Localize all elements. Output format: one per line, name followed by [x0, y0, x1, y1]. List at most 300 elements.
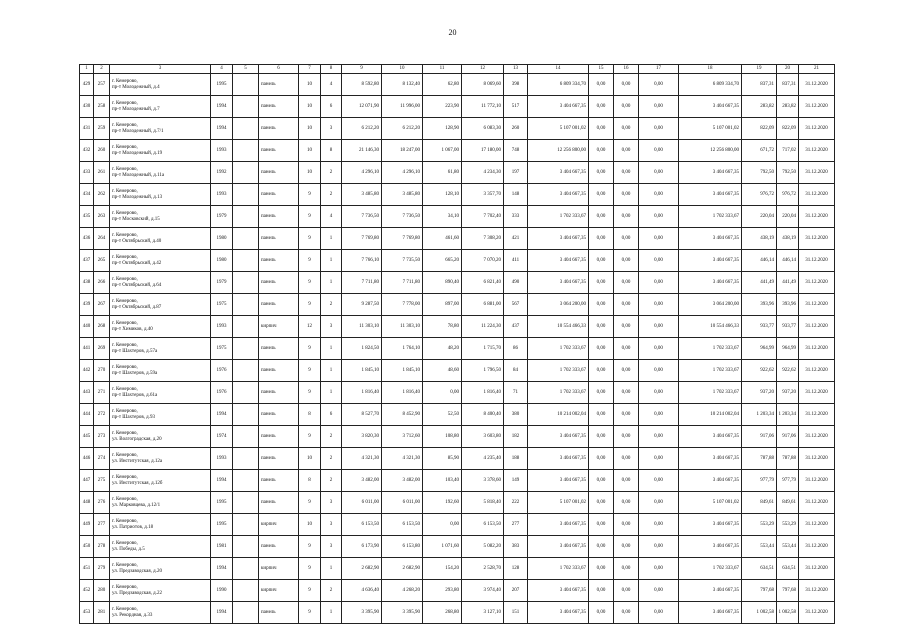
cell-c1: 453	[80, 602, 94, 624]
address-street: пр-т Московский, д.15	[112, 216, 160, 222]
cell-c11: 0,00	[423, 514, 462, 536]
column-number: 11	[423, 65, 462, 74]
cell-c17: 0,00	[639, 360, 679, 382]
cell-c1: 438	[80, 272, 94, 294]
cell-c4: 1994	[211, 602, 233, 624]
cell-c7: 9	[299, 184, 321, 206]
cell-c6: кирпич	[259, 316, 299, 338]
cell-c15: 0,00	[589, 558, 614, 580]
cell-c15: 0,00	[589, 382, 614, 404]
address-city: г. Кемерово,	[112, 342, 138, 348]
cell-c16: 0,00	[614, 382, 639, 404]
address-street: пр-т Октябрьский, д.64	[112, 282, 162, 288]
cell-c9: 6 212,20	[342, 118, 382, 140]
cell-c5	[233, 228, 259, 250]
cell-c4: 1993	[211, 140, 233, 162]
column-number: 19	[742, 65, 777, 74]
address-city: г. Кемерово,	[112, 298, 138, 304]
cell-c6: панель	[259, 404, 299, 426]
cell-c6: кирпич	[259, 514, 299, 536]
cell-c5	[233, 514, 259, 536]
address-street: пр-т Октябрьский, д.42	[112, 260, 162, 266]
cell-c6: панель	[259, 338, 299, 360]
cell-c9: 3 485,80	[342, 184, 382, 206]
cell-c12: 3 974,40	[462, 580, 504, 602]
cell-c20: 1 203,34	[777, 404, 799, 426]
cell-c4: 1994	[211, 118, 233, 140]
cell-c7: 9	[299, 228, 321, 250]
cell-c1: 436	[80, 228, 94, 250]
cell-c20: 553,44	[777, 536, 799, 558]
cell-c13: 84	[504, 360, 528, 382]
cell-c8: 2	[321, 294, 342, 316]
cell-c16: 0,00	[614, 470, 639, 492]
cell-c1: 433	[80, 162, 94, 184]
cell-c10: 3 712,60	[382, 426, 423, 448]
cell-c9: 21 146,30	[342, 140, 382, 162]
cell-c1: 439	[80, 294, 94, 316]
address-city: г. Кемерово,	[112, 78, 138, 84]
cell-c21: 31.12.2020	[799, 426, 835, 448]
address-cell	[110, 316, 211, 338]
address-city: г. Кемерово,	[112, 540, 138, 546]
cell-c18: 3 404 667,35	[679, 580, 742, 602]
cell-c21: 31.12.2020	[799, 404, 835, 426]
cell-c2: 277	[94, 514, 110, 536]
cell-c9: 4 296,10	[342, 162, 382, 184]
cell-c10: 11 996,00	[382, 96, 423, 118]
cell-c5	[233, 558, 259, 580]
cell-c8: 3	[321, 514, 342, 536]
cell-c20: 922,62	[777, 360, 799, 382]
cell-c20: 937,20	[777, 382, 799, 404]
cell-c14: 5 107 001,02	[528, 118, 589, 140]
address-cell	[110, 360, 211, 382]
cell-c18: 1 702 333,67	[679, 382, 742, 404]
cell-c2: 260	[94, 140, 110, 162]
address-cell	[110, 404, 211, 426]
cell-c10: 7 736,50	[382, 206, 423, 228]
cell-c6: панель	[259, 228, 299, 250]
cell-c8: 3	[321, 492, 342, 514]
cell-c21: 31.12.2020	[799, 162, 835, 184]
address-cell	[110, 162, 211, 184]
table-row	[80, 470, 835, 492]
address-cell	[110, 250, 211, 272]
cell-c18: 5 107 001,02	[679, 492, 742, 514]
cell-c20: 1 002,58	[777, 602, 799, 624]
cell-c12: 17 180,00	[462, 140, 504, 162]
cell-c11: 48,20	[423, 338, 462, 360]
cell-c15: 0,00	[589, 74, 614, 96]
cell-c13: 517	[504, 96, 528, 118]
cell-c7: 9	[299, 536, 321, 558]
cell-c11: 52,50	[423, 404, 462, 426]
cell-c20: 792,50	[777, 162, 799, 184]
address-city: г. Кемерово,	[112, 320, 138, 326]
address-cell	[110, 558, 211, 580]
cell-c5	[233, 140, 259, 162]
cell-c16: 0,00	[614, 360, 639, 382]
cell-c1: 431	[80, 118, 94, 140]
cell-c6: кирпич	[259, 580, 299, 602]
cell-c16: 0,00	[614, 536, 639, 558]
cell-c9: 7 769,80	[342, 228, 382, 250]
cell-c18: 1 702 333,67	[679, 206, 742, 228]
address-street: ул. Предзаводская, д.22	[112, 590, 162, 596]
cell-c16: 0,00	[614, 250, 639, 272]
cell-c17: 0,00	[639, 272, 679, 294]
cell-c21: 31.12.2020	[799, 514, 835, 536]
cell-c7: 9	[299, 272, 321, 294]
cell-c9: 4 321,30	[342, 448, 382, 470]
address-city: г. Кемерово,	[112, 188, 138, 194]
cell-c8: 4	[321, 74, 342, 96]
cell-c5	[233, 206, 259, 228]
cell-c10: 3 395,90	[382, 602, 423, 624]
address-city: г. Кемерово,	[112, 276, 138, 282]
cell-c17: 0,00	[639, 206, 679, 228]
cell-c15: 0,00	[589, 448, 614, 470]
cell-c7: 9	[299, 602, 321, 624]
address-cell	[110, 74, 211, 96]
cell-c13: 277	[504, 514, 528, 536]
cell-c19: 964,99	[742, 338, 777, 360]
cell-c5	[233, 580, 259, 602]
cell-c4: 1994	[211, 470, 233, 492]
table-row	[80, 492, 835, 514]
cell-c15: 0,00	[589, 338, 614, 360]
cell-c16: 0,00	[614, 74, 639, 96]
cell-c5	[233, 118, 259, 140]
address-cell	[110, 338, 211, 360]
column-number: 6	[259, 65, 299, 74]
address-city: г. Кемерово,	[112, 584, 138, 590]
cell-c16: 0,00	[614, 118, 639, 140]
cell-c15: 0,00	[589, 96, 614, 118]
cell-c11: 128,10	[423, 184, 462, 206]
cell-c13: 398	[504, 74, 528, 96]
cell-c1: 443	[80, 382, 94, 404]
cell-c12: 3 603,80	[462, 426, 504, 448]
cell-c11: 154,20	[423, 558, 462, 580]
cell-c19: 977,79	[742, 470, 777, 492]
cell-c6: панель	[259, 96, 299, 118]
cell-c14: 6 809 334,70	[528, 74, 589, 96]
cell-c17: 0,00	[639, 470, 679, 492]
cell-c1: 447	[80, 470, 94, 492]
cell-c7: 9	[299, 338, 321, 360]
cell-c6: панель	[259, 470, 299, 492]
cell-c9: 3 482,00	[342, 470, 382, 492]
address-city: г. Кемерово,	[112, 100, 138, 106]
address-street: пр-т Молодежный, д.4	[112, 84, 160, 90]
cell-c18: 1 702 333,67	[679, 338, 742, 360]
cell-c8: 8	[321, 140, 342, 162]
address-street: пр-т Молодежный, д.7/1	[112, 128, 164, 134]
cell-c8: 3	[321, 316, 342, 338]
cell-c13: 128	[504, 558, 528, 580]
address-cell	[110, 140, 211, 162]
cell-c5	[233, 162, 259, 184]
cell-c2: 261	[94, 162, 110, 184]
cell-c6: панель	[259, 206, 299, 228]
cell-c11: 192,60	[423, 492, 462, 514]
cell-c17: 0,00	[639, 338, 679, 360]
address-cell	[110, 492, 211, 514]
cell-c16: 0,00	[614, 426, 639, 448]
cell-c7: 10	[299, 162, 321, 184]
cell-c14: 3 064 200,00	[528, 294, 589, 316]
cell-c5	[233, 184, 259, 206]
cell-c12: 1 816,40	[462, 382, 504, 404]
cell-c18: 3 404 667,35	[679, 470, 742, 492]
cell-c14: 12 256 800,00	[528, 140, 589, 162]
table-row	[80, 514, 835, 536]
cell-c9: 7 736,50	[342, 206, 382, 228]
table-row	[80, 272, 835, 294]
cell-c20: 917,06	[777, 426, 799, 448]
cell-c2: 279	[94, 558, 110, 580]
cell-c14: 3 404 667,35	[528, 514, 589, 536]
column-number: 15	[589, 65, 614, 74]
cell-c20: 553,29	[777, 514, 799, 536]
cell-c7: 9	[299, 382, 321, 404]
cell-c10: 18 247,00	[382, 140, 423, 162]
cell-c13: 197	[504, 162, 528, 184]
address-street: пр-т Октябрьский, д.40	[112, 238, 162, 244]
address-city: г. Кемерово,	[112, 452, 138, 458]
cell-c4: 1994	[211, 558, 233, 580]
cell-c18: 12 256 800,00	[679, 140, 742, 162]
cell-c15: 0,00	[589, 580, 614, 602]
cell-c1: 442	[80, 360, 94, 382]
cell-c13: 411	[504, 250, 528, 272]
cell-c11: 0,00	[423, 382, 462, 404]
table-row	[80, 184, 835, 206]
cell-c1: 445	[80, 426, 94, 448]
cell-c13: 260	[504, 118, 528, 140]
address-street: ул. Рекордная, д.33	[112, 612, 153, 618]
cell-c5	[233, 272, 259, 294]
cell-c8: 1	[321, 228, 342, 250]
cell-c8: 1	[321, 360, 342, 382]
cell-c20: 441,49	[777, 272, 799, 294]
address-city: г. Кемерово,	[112, 386, 138, 392]
cell-c14: 3 404 667,35	[528, 426, 589, 448]
cell-c11: 268,80	[423, 602, 462, 624]
cell-c4: 1975	[211, 294, 233, 316]
cell-c16: 0,00	[614, 316, 639, 338]
cell-c21: 31.12.2020	[799, 118, 835, 140]
column-number: 1	[80, 65, 94, 74]
address-city: г. Кемерово,	[112, 166, 138, 172]
cell-c9: 2 682,90	[342, 558, 382, 580]
cell-c11: 665,20	[423, 250, 462, 272]
cell-c21: 31.12.2020	[799, 140, 835, 162]
cell-c16: 0,00	[614, 514, 639, 536]
cell-c7: 10	[299, 448, 321, 470]
cell-c12: 4 235,40	[462, 448, 504, 470]
cell-c21: 31.12.2020	[799, 294, 835, 316]
address-street: ул. Предзаводская, д.20	[112, 568, 162, 574]
cell-c15: 0,00	[589, 426, 614, 448]
cell-c10: 7 769,80	[382, 228, 423, 250]
cell-c18: 3 404 667,35	[679, 536, 742, 558]
cell-c7: 9	[299, 580, 321, 602]
table-row	[80, 338, 835, 360]
cell-c14: 1 702 333,67	[528, 360, 589, 382]
cell-c16: 0,00	[614, 404, 639, 426]
cell-c6: панель	[259, 294, 299, 316]
cell-c1: 451	[80, 558, 94, 580]
cell-c13: 383	[504, 536, 528, 558]
cell-c14: 3 404 667,35	[528, 228, 589, 250]
table-row	[80, 536, 835, 558]
column-number: 4	[211, 65, 233, 74]
cell-c15: 0,00	[589, 184, 614, 206]
address-city: г. Кемерово,	[112, 232, 138, 238]
cell-c19: 797,68	[742, 580, 777, 602]
cell-c4: 1994	[211, 404, 233, 426]
cell-c21: 31.12.2020	[799, 250, 835, 272]
cell-c4: 1975	[211, 338, 233, 360]
cell-c2: 272	[94, 404, 110, 426]
cell-c18: 3 404 667,35	[679, 184, 742, 206]
cell-c6: панель	[259, 360, 299, 382]
cell-c16: 0,00	[614, 96, 639, 118]
table-row	[80, 96, 835, 118]
cell-c17: 0,00	[639, 404, 679, 426]
cell-c21: 31.12.2020	[799, 206, 835, 228]
cell-c15: 0,00	[589, 294, 614, 316]
address-city: г. Кемерово,	[112, 474, 138, 480]
cell-c1: 449	[80, 514, 94, 536]
address-cell	[110, 228, 211, 250]
cell-c17: 0,00	[639, 492, 679, 514]
cell-c11: 897,00	[423, 294, 462, 316]
column-number: 12	[462, 65, 504, 74]
address-street: пр-т Октябрьский, д.87	[112, 304, 162, 310]
cell-c14: 3 404 667,35	[528, 272, 589, 294]
cell-c18: 3 404 667,35	[679, 272, 742, 294]
cell-c18: 5 107 001,02	[679, 118, 742, 140]
cell-c17: 0,00	[639, 162, 679, 184]
cell-c13: 490	[504, 272, 528, 294]
cell-c6: кирпич	[259, 558, 299, 580]
address-cell	[110, 426, 211, 448]
column-number: 2	[94, 65, 110, 74]
cell-c15: 0,00	[589, 404, 614, 426]
address-street: пр-т Шахтеров, д.59а	[112, 370, 158, 376]
cell-c17: 0,00	[639, 382, 679, 404]
cell-c16: 0,00	[614, 272, 639, 294]
cell-c15: 0,00	[589, 360, 614, 382]
cell-c5	[233, 338, 259, 360]
cell-c9: 8 592,80	[342, 74, 382, 96]
cell-c19: 438,19	[742, 228, 777, 250]
address-street: ул. Марковцева, д.12/1	[112, 502, 161, 508]
cell-c14: 3 404 667,35	[528, 250, 589, 272]
cell-c12: 7 308,20	[462, 228, 504, 250]
cell-c12: 4 234,30	[462, 162, 504, 184]
address-city: г. Кемерово,	[112, 144, 138, 150]
cell-c1: 446	[80, 448, 94, 470]
cell-c12: 3 127,10	[462, 602, 504, 624]
cell-c10: 1 764,10	[382, 338, 423, 360]
cell-c19: 446,14	[742, 250, 777, 272]
cell-c5	[233, 492, 259, 514]
cell-c2: 263	[94, 206, 110, 228]
cell-c17: 0,00	[639, 558, 679, 580]
cell-c2: 280	[94, 580, 110, 602]
table-row	[80, 206, 835, 228]
cell-c19: 917,06	[742, 426, 777, 448]
cell-c10: 6 011,00	[382, 492, 423, 514]
cell-c16: 0,00	[614, 602, 639, 624]
cell-c21: 31.12.2020	[799, 96, 835, 118]
table-row	[80, 558, 835, 580]
cell-c21: 31.12.2020	[799, 470, 835, 492]
cell-c21: 31.12.2020	[799, 272, 835, 294]
cell-c6: панель	[259, 250, 299, 272]
housing-register-table	[79, 64, 835, 624]
cell-c11: 223,90	[423, 96, 462, 118]
address-street: пр-т Шахтеров, д.57а	[112, 348, 158, 354]
cell-c20: 787,88	[777, 448, 799, 470]
cell-c10: 11 303,10	[382, 316, 423, 338]
address-cell	[110, 294, 211, 316]
address-city: г. Кемерово,	[112, 430, 138, 436]
cell-c21: 31.12.2020	[799, 382, 835, 404]
cell-c19: 283,82	[742, 96, 777, 118]
cell-c12: 7 702,40	[462, 206, 504, 228]
column-number: 20	[777, 65, 799, 74]
cell-c18: 1 702 333,67	[679, 558, 742, 580]
cell-c14: 3 404 667,35	[528, 184, 589, 206]
cell-c21: 31.12.2020	[799, 360, 835, 382]
table-row	[80, 382, 835, 404]
cell-c6: панель	[259, 448, 299, 470]
column-number-row	[80, 65, 835, 74]
cell-c8: 2	[321, 470, 342, 492]
cell-c8: 4	[321, 206, 342, 228]
cell-c4: 1993	[211, 184, 233, 206]
cell-c6: панель	[259, 426, 299, 448]
cell-c10: 2 682,90	[382, 558, 423, 580]
cell-c4: 1981	[211, 536, 233, 558]
cell-c13: 333	[504, 206, 528, 228]
table-row	[80, 426, 835, 448]
cell-c13: 86	[504, 338, 528, 360]
address-cell	[110, 602, 211, 624]
cell-c5	[233, 96, 259, 118]
cell-c4: 1992	[211, 162, 233, 184]
cell-c20: 634,51	[777, 558, 799, 580]
cell-c19: 849,61	[742, 492, 777, 514]
cell-c1: 452	[80, 580, 94, 602]
cell-c7: 10	[299, 118, 321, 140]
cell-c18: 1 702 333,67	[679, 360, 742, 382]
cell-c17: 0,00	[639, 448, 679, 470]
cell-c12: 6 881,00	[462, 294, 504, 316]
cell-c11: 1 067,00	[423, 140, 462, 162]
cell-c15: 0,00	[589, 228, 614, 250]
cell-c6: панель	[259, 382, 299, 404]
column-number: 5	[233, 65, 259, 74]
column-number: 16	[614, 65, 639, 74]
cell-c14: 1 702 333,67	[528, 206, 589, 228]
